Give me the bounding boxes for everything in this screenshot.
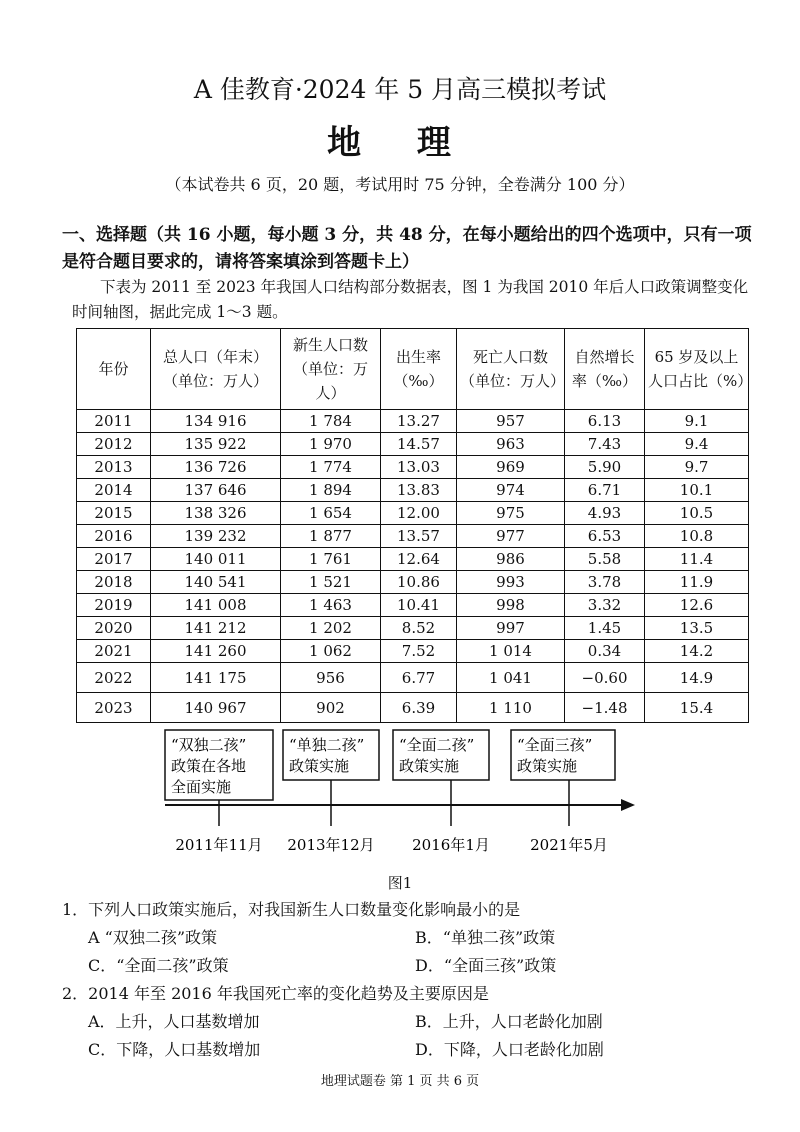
cell-aged-share: 14.2 — [645, 640, 749, 663]
cell-total-pop: 141 212 — [151, 617, 281, 640]
cell-growth-rate: 3.78 — [565, 571, 645, 594]
cell-growth-rate: 6.13 — [565, 410, 645, 433]
question-1-stem: 1．下列人口政策实施后，对我国新生人口数量变化影响最小的是 — [62, 900, 521, 919]
cell-year: 2013 — [77, 456, 151, 479]
cell-birth-rate: 13.57 — [381, 525, 457, 548]
table-header-row — [77, 329, 749, 410]
table-row — [77, 433, 749, 456]
timeline-arrowhead — [621, 799, 635, 811]
cell-year: 2011 — [77, 410, 151, 433]
cell-birth-rate: 10.86 — [381, 571, 457, 594]
cell-deaths: 986 — [457, 548, 565, 571]
table-row — [77, 571, 749, 594]
timeline-event-label: 全面实施 — [171, 778, 232, 796]
subject-title: 地 理 — [327, 123, 473, 163]
cell-aged-share: 11.4 — [645, 548, 749, 571]
timeline-event-label: 政策实施 — [517, 757, 578, 775]
cell-aged-share: 15.4 — [645, 693, 749, 723]
table-body — [77, 410, 749, 723]
cell-growth-rate: 6.71 — [565, 479, 645, 502]
cell-growth-rate: 5.90 — [565, 456, 645, 479]
cell-year: 2012 — [77, 433, 151, 456]
cell-total-pop: 140 967 — [151, 693, 281, 723]
question-1-option-d: D．“全面三孩”政策 — [415, 956, 557, 975]
cell-aged-share: 9.1 — [645, 410, 749, 433]
cell-births: 1 654 — [281, 502, 381, 525]
cell-aged-share: 12.6 — [645, 594, 749, 617]
cell-growth-rate: 6.53 — [565, 525, 645, 548]
intro-text: 下表为 2011 至 2023 年我国人口结构部分数据表，图 1 为我国 2010 年后人口政策调整变化时间轴图，据此完成 1～3 题。 — [72, 278, 749, 321]
exam-info: （本试卷共 6 页，20 题，考试用时 75 分钟，全卷满分 100 分） — [165, 175, 635, 194]
cell-total-pop: 141 008 — [151, 594, 281, 617]
timeline-event-label: 政策实施 — [399, 757, 460, 775]
question-2-stem: 2．2014 年至 2016 年我国死亡率的变化趋势及主要原因是 — [62, 984, 489, 1003]
cell-births: 1 761 — [281, 548, 381, 571]
cell-deaths: 975 — [457, 502, 565, 525]
cell-births: 1 970 — [281, 433, 381, 456]
timeline-date: 2021年5月 — [530, 836, 608, 854]
cell-births: 1 784 — [281, 410, 381, 433]
cell-total-pop: 137 646 — [151, 479, 281, 502]
cell-total-pop: 139 232 — [151, 525, 281, 548]
cell-births: 1 202 — [281, 617, 381, 640]
cell-growth-rate: 4.93 — [565, 502, 645, 525]
cell-aged-share: 9.7 — [645, 456, 749, 479]
table-row — [77, 456, 749, 479]
cell-aged-share: 11.9 — [645, 571, 749, 594]
col-header-aged-share: 65 岁及以上人口占比（%） — [645, 329, 749, 410]
col-header-year: 年份 — [77, 329, 151, 410]
cell-birth-rate: 12.64 — [381, 548, 457, 571]
cell-births: 1 062 — [281, 640, 381, 663]
question-1-option-c: C．“全面二孩”政策 — [88, 956, 229, 975]
cell-births: 1 463 — [281, 594, 381, 617]
question-2-option-c: C．下降，人口基数增加 — [88, 1040, 261, 1059]
cell-births: 1 894 — [281, 479, 381, 502]
table-row — [77, 479, 749, 502]
cell-deaths: 957 — [457, 410, 565, 433]
cell-year: 2017 — [77, 548, 151, 571]
cell-birth-rate: 12.00 — [381, 502, 457, 525]
cell-total-pop: 141 260 — [151, 640, 281, 663]
timeline-event-label: 政策实施 — [289, 757, 350, 775]
timeline-event-label: “双独二孩” — [171, 736, 247, 754]
timeline-event-label: “全面二孩” — [399, 736, 475, 754]
cell-aged-share: 14.9 — [645, 663, 749, 693]
cell-births: 1 521 — [281, 571, 381, 594]
table-row — [77, 548, 749, 571]
cell-total-pop: 138 326 — [151, 502, 281, 525]
question-1-option-a: A “双独二孩”政策 — [88, 928, 218, 947]
col-header-births: 新生人口数（单位：万人） — [281, 329, 381, 410]
cell-total-pop: 135 922 — [151, 433, 281, 456]
cell-births: 902 — [281, 693, 381, 723]
cell-year: 2023 — [77, 693, 151, 723]
cell-growth-rate: 5.58 — [565, 548, 645, 571]
table-row — [77, 617, 749, 640]
cell-growth-rate: −0.60 — [565, 663, 645, 693]
policy-timeline — [155, 728, 645, 863]
question-2-option-a: A．上升，人口基数增加 — [88, 1012, 260, 1031]
table-row — [77, 640, 749, 663]
cell-total-pop: 141 175 — [151, 663, 281, 693]
cell-aged-share: 9.4 — [645, 433, 749, 456]
population-table — [76, 328, 753, 723]
cell-birth-rate: 13.27 — [381, 410, 457, 433]
cell-year: 2019 — [77, 594, 151, 617]
table-row — [77, 410, 749, 433]
section-heading: 一、选择题（共 16 小题，每小题 3 分，共 48 分，在每小题给出的四个选项中，只有一项是符合题目要求的，请将答案填涂到答题卡上） — [62, 225, 752, 272]
col-header-deaths: 死亡人口数（单位：万人） — [457, 329, 565, 410]
table-row — [77, 525, 749, 548]
cell-deaths: 1 041 — [457, 663, 565, 693]
col-header-birth-rate: 出生率（‰） — [381, 329, 457, 410]
timeline-date: 2016年1月 — [412, 836, 490, 854]
cell-deaths: 997 — [457, 617, 565, 640]
col-header-growth-rate: 自然增长率（‰） — [565, 329, 645, 410]
cell-deaths: 1 110 — [457, 693, 565, 723]
cell-total-pop: 136 726 — [151, 456, 281, 479]
table-row — [77, 594, 749, 617]
cell-births: 1 774 — [281, 456, 381, 479]
cell-deaths: 993 — [457, 571, 565, 594]
cell-deaths: 963 — [457, 433, 565, 456]
timeline-date: 2011年11月 — [175, 836, 263, 854]
cell-growth-rate: 0.34 — [565, 640, 645, 663]
question-2-option-d: D．下降，人口老龄化加剧 — [415, 1040, 604, 1059]
cell-birth-rate: 6.77 — [381, 663, 457, 693]
cell-growth-rate: −1.48 — [565, 693, 645, 723]
cell-birth-rate: 13.03 — [381, 456, 457, 479]
cell-aged-share: 13.5 — [645, 617, 749, 640]
cell-aged-share: 10.8 — [645, 525, 749, 548]
timeline-event-label: 政策在各地 — [171, 757, 247, 775]
cell-birth-rate: 13.83 — [381, 479, 457, 502]
cell-births: 956 — [281, 663, 381, 693]
cell-total-pop: 140 011 — [151, 548, 281, 571]
question-1-option-b: B．“单独二孩”政策 — [415, 928, 556, 947]
cell-birth-rate: 7.52 — [381, 640, 457, 663]
table-row — [77, 502, 749, 525]
cell-total-pop: 140 541 — [151, 571, 281, 594]
figure-label: 图1 — [387, 874, 413, 892]
cell-year: 2015 — [77, 502, 151, 525]
page-footer: 地理试题卷 第 1 页 共 6 页 — [320, 1074, 480, 1089]
col-header-total-pop: 总人口（年末）（单位：万人） — [151, 329, 281, 410]
cell-deaths: 977 — [457, 525, 565, 548]
cell-deaths: 998 — [457, 594, 565, 617]
cell-total-pop: 134 916 — [151, 410, 281, 433]
question-2-option-b: B．上升，人口老龄化加剧 — [415, 1012, 603, 1031]
cell-births: 1 877 — [281, 525, 381, 548]
cell-growth-rate: 7.43 — [565, 433, 645, 456]
cell-year: 2014 — [77, 479, 151, 502]
timeline-date: 2013年12月 — [287, 836, 375, 854]
cell-aged-share: 10.1 — [645, 479, 749, 502]
cell-birth-rate: 8.52 — [381, 617, 457, 640]
cell-growth-rate: 1.45 — [565, 617, 645, 640]
timeline-event-label: “全面三孩” — [517, 736, 593, 754]
cell-year: 2021 — [77, 640, 151, 663]
table-row — [77, 693, 749, 723]
cell-growth-rate: 3.32 — [565, 594, 645, 617]
cell-birth-rate: 14.57 — [381, 433, 457, 456]
cell-birth-rate: 10.41 — [381, 594, 457, 617]
timeline-event-label: “单独二孩” — [289, 736, 365, 754]
exam-title: A 佳教育·2024 年 5 月高三模拟考试 — [193, 75, 607, 104]
table-row — [77, 663, 749, 693]
cell-year: 2020 — [77, 617, 151, 640]
cell-deaths: 969 — [457, 456, 565, 479]
cell-deaths: 1 014 — [457, 640, 565, 663]
cell-year: 2018 — [77, 571, 151, 594]
cell-year: 2022 — [77, 663, 151, 693]
cell-birth-rate: 6.39 — [381, 693, 457, 723]
cell-year: 2016 — [77, 525, 151, 548]
cell-deaths: 974 — [457, 479, 565, 502]
cell-aged-share: 10.5 — [645, 502, 749, 525]
